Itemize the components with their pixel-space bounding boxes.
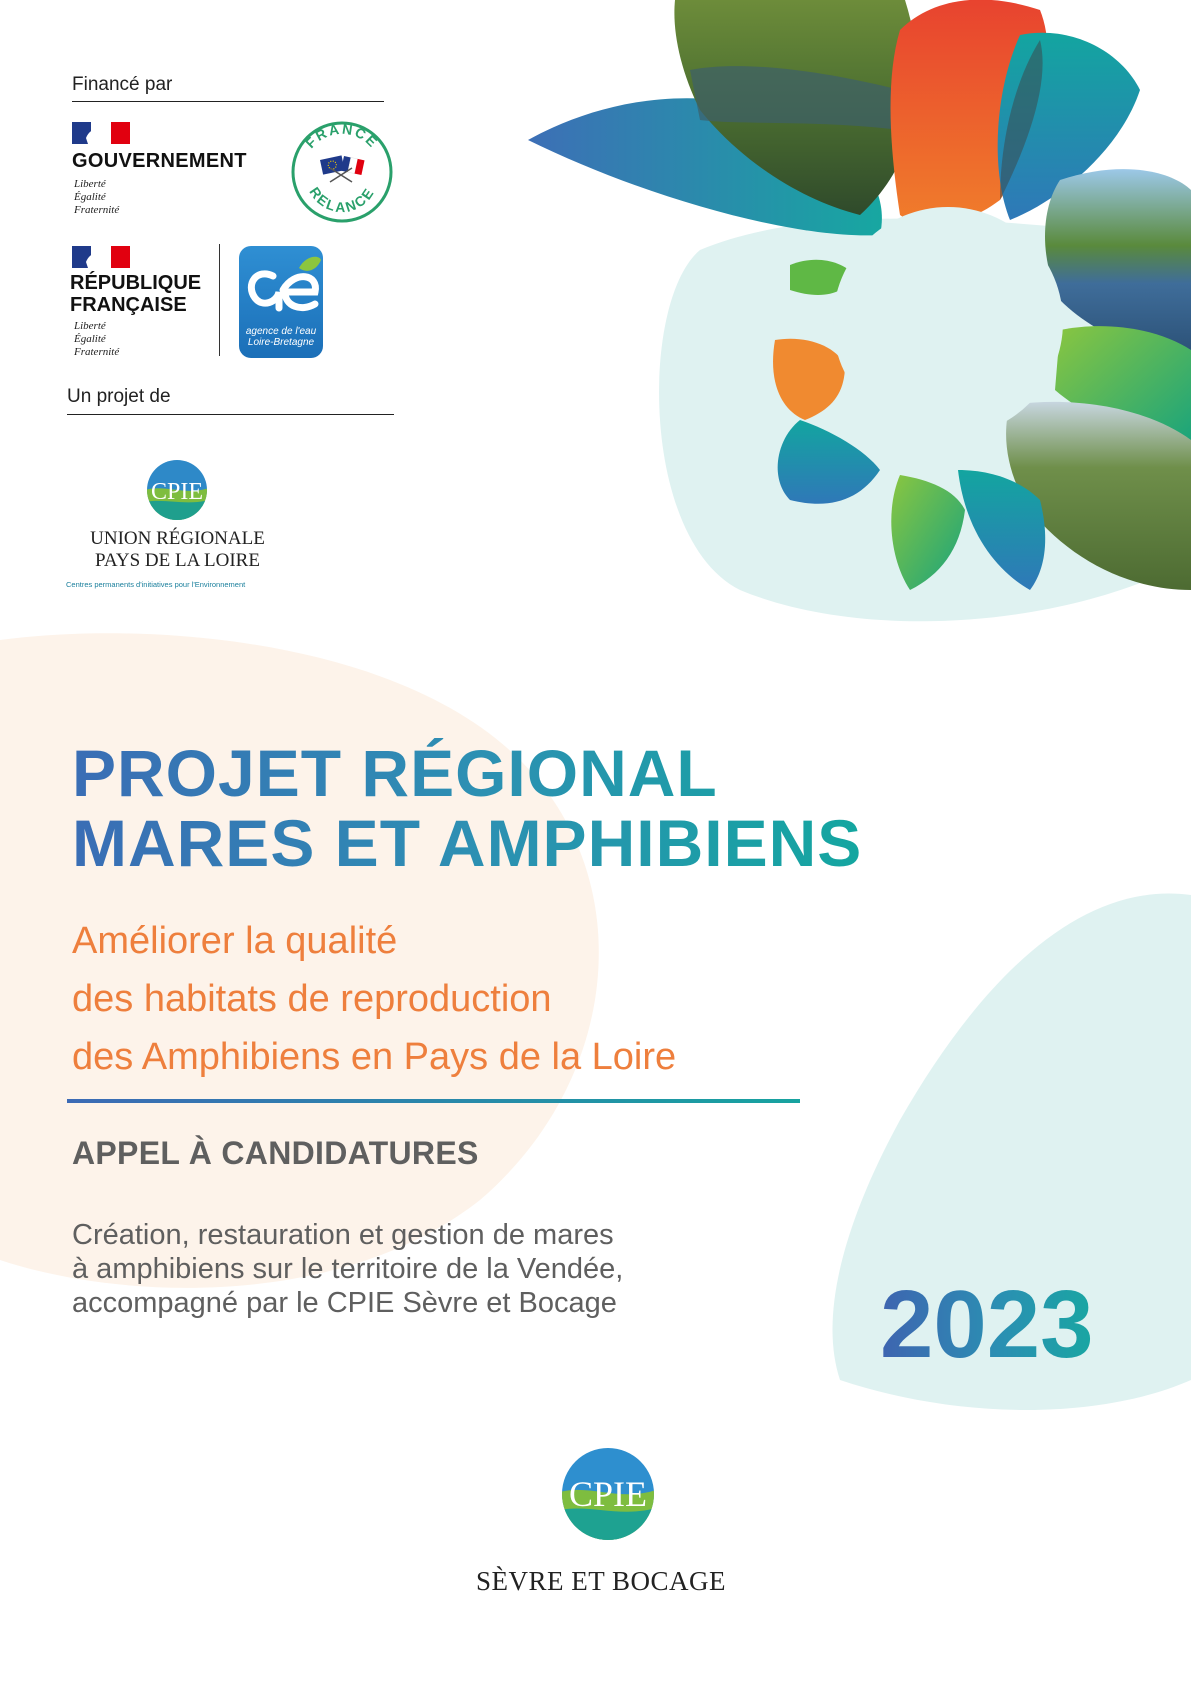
agence-eau-logo	[239, 246, 323, 358]
republique-title: RÉPUBLIQUE FRANÇAISE	[70, 272, 202, 316]
logo-separator	[219, 244, 220, 356]
cpie-sevre-logo-icon	[560, 1446, 656, 1542]
call-for-applications: APPEL À CANDIDATURES	[72, 1135, 479, 1171]
main-title: PROJET RÉGIONAL MARES ET AMPHIBIENS	[72, 736, 863, 880]
year: 2023	[880, 1271, 1094, 1378]
funded-by-rule	[72, 101, 384, 102]
project-of-rule	[67, 414, 394, 415]
agence-eau-line2: Loire-Bretagne	[247, 337, 315, 348]
cpie-union-logo-icon	[145, 458, 209, 522]
funded-by-label: Financé par	[72, 74, 173, 95]
ae-icon	[239, 246, 323, 326]
union-regionale-tagline: Centres permanents d'initiatives pour l'Environnement	[66, 580, 246, 589]
svg-text:CPIE: CPIE	[150, 479, 204, 505]
title-divider	[67, 1099, 800, 1103]
marianne-icon	[72, 246, 130, 268]
project-description: Création, restauration et gestion de mares à amphibiens sur le territoire de la Vendée, accompagné par le CPIE Sèvre et Bocage	[72, 1219, 624, 1319]
agence-eau-line1: agence de l'eau	[245, 326, 317, 337]
republique-motto: Liberté Égalité Fraternité	[74, 320, 120, 358]
svg-text:FRANCE: FRANCE	[302, 120, 382, 152]
svg-text:CPIE: CPIE	[568, 1474, 648, 1514]
marianne-icon	[72, 122, 130, 144]
subtitle: Améliorer la qualité des habitats de reproduction des Amphibiens en Pays de la Loire	[72, 920, 677, 1078]
gouvernement-title: GOUVERNEMENT	[72, 150, 247, 172]
union-regionale-name: UNION RÉGIONALE PAYS DE LA LOIRE	[90, 528, 265, 571]
france-relance-logo	[290, 120, 394, 224]
footer-org-name: SÈVRE ET BOCAGE	[476, 1566, 727, 1596]
gouvernement-motto: Liberté Égalité Fraternité	[74, 178, 120, 216]
project-of-label: Un projet de	[67, 386, 171, 407]
svg-text:RELANCE: RELANCE	[306, 184, 378, 216]
